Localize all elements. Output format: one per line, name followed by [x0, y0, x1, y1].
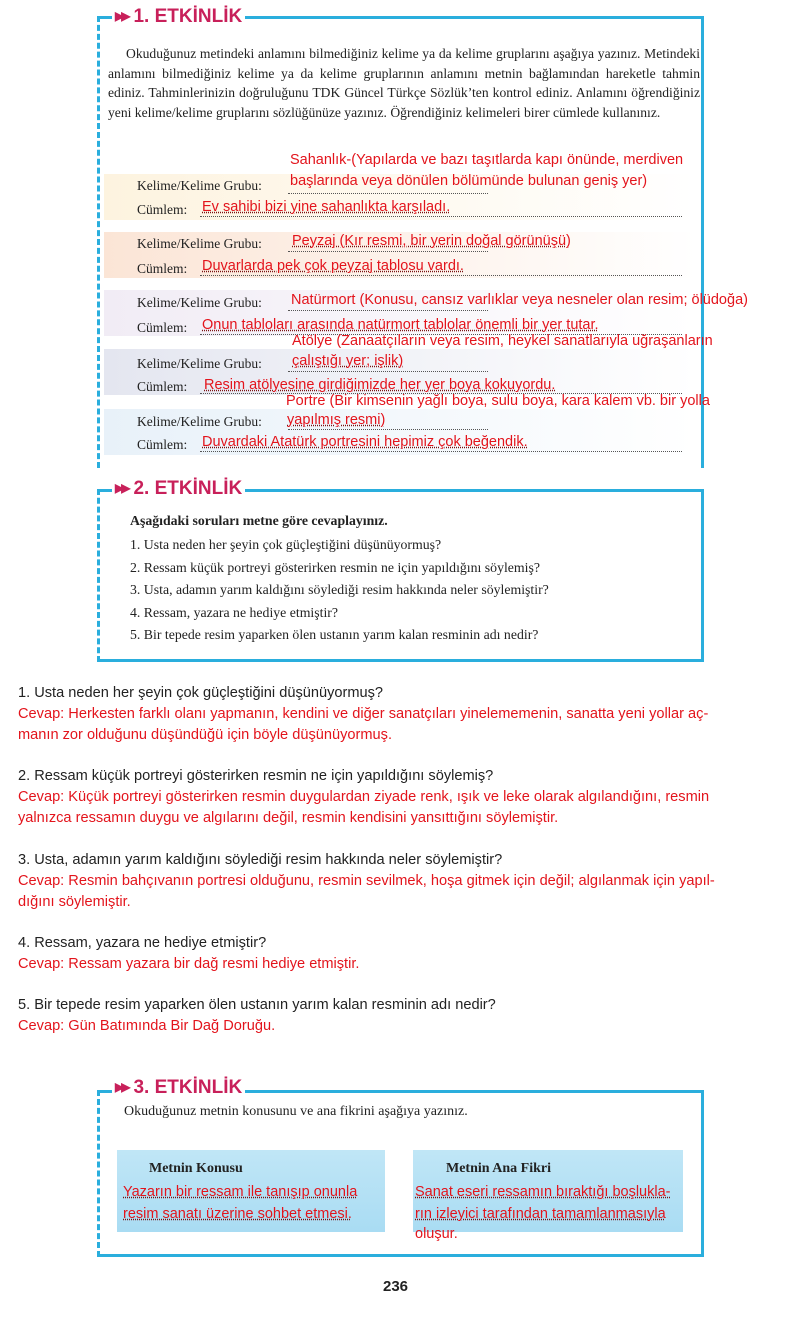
word-answer: Sahanlık-(Yapılarda ve bazı taşıtlarda kapı önünde, merdiven [290, 152, 684, 168]
word-answer: çalıştığı yer; işlik) [292, 353, 404, 369]
activity3-dashed-border [97, 1090, 100, 1257]
answer-text: Cevap: Gün Batımında Bir Dağ Doruğu. [18, 1018, 276, 1034]
word-line [288, 193, 488, 194]
word-line [288, 429, 488, 430]
sentence-answer: Duvardaki Atatürk portresini hepimiz çok beğendik. [202, 434, 528, 450]
double-chevron-right-icon: ▶▶ [115, 9, 128, 23]
question-text: 2. Ressam küçük portreyi gösterirken resmin ne için yapıldığını söylemiş? [18, 768, 494, 784]
sentence-label: Cümlem: [137, 320, 188, 335]
sentence-answer: Onun tabloları arasında natürmort tablolar önemli bir yer tutar. [202, 317, 599, 333]
answer-block-1 [18, 683, 778, 746]
sentence-label: Cümlem: [137, 202, 188, 217]
double-chevron-right-icon: ▶▶ [115, 1080, 128, 1094]
sentence-label: Cümlem: [137, 437, 188, 452]
page-number: 236 [383, 1278, 409, 1295]
answer-text: Cevap: Resmin bahçıvanın portresi olduğunu, resmin sevilmek, hoşa gitmek için değil; algılanmak için yapıl- [18, 873, 715, 889]
answer-text: dığını söylemiştir. [18, 894, 131, 910]
word-label: Kelime/Kelime Grubu: [137, 236, 262, 251]
activity1-title-text: 1. ETKİNLİK [133, 6, 243, 27]
topic-answer: resim sanatı üzerine sohbet etmesi. [123, 1206, 352, 1222]
answer-block-2 [18, 766, 778, 829]
activity2-title-text: 2. ETKİNLİK [133, 478, 243, 499]
main-idea-label: Metnin Ana Fikri [446, 1161, 552, 1176]
main-idea-answer: Sanat eseri ressamın bıraktığı boşlukla- [415, 1184, 671, 1200]
answer-block-3 [18, 850, 778, 913]
answer-block-4 [18, 933, 778, 975]
word-answer: Atölye (Zanaatçıların veya resim, heykel sanatlarıyla uğraşanların [292, 333, 713, 349]
activity3-title [112, 1077, 245, 1099]
activity1-instructions: Okuduğunuz metindeki anlamını bilmediğiniz kelime ya da kelime gruplarını aşağıya yazınız. Metindeki anlamını bilmediğiniz kelime ya da kelime gruplarının anlamını metnin bağlamından hareketle tahmin ediniz. Tahminlerinizin doğruluğunu TDK Güncel Türkçe Sözlük’ten kontrol ediniz. Anlamını öğrendiğiniz yeni kelime/kelime gruplarını sözlüğünüze yazınız. Öğrendiğiniz kelimeleri birer cümlede kullanınız. [108, 46, 700, 120]
word-line [288, 251, 488, 252]
sentence-line [200, 216, 682, 217]
activity3-title-text: 3. ETKİNLİK [133, 1077, 243, 1098]
word-answer: başlarında veya dönülen bölümünde bulunan geniş yer) [290, 173, 648, 189]
word-label: Kelime/Kelime Grubu: [137, 356, 262, 371]
word-label: Kelime/Kelime Grubu: [137, 414, 262, 429]
word-line [288, 310, 488, 311]
answer-text: Cevap: Küçük portreyi gösterirken resmin duygulardan ziyade renk, ışık ve leke olarak algılandığını, resmin [18, 789, 710, 805]
answer-text: Cevap: Ressam yazara bir dağ resmi hediye etmiştir. [18, 956, 360, 972]
sentence-answer: Resim atölyesine girdiğimizde her yer boya kokuyordu. [204, 377, 556, 393]
answer-block-5 [18, 995, 778, 1037]
sentence-label: Cümlem: [137, 261, 188, 276]
word-answer: Portre (Bir kimsenin yağlı boya, sulu boya, kara kalem vb. bir yolla [286, 393, 710, 409]
activity2-dashed-bottom [97, 659, 187, 662]
word-label: Kelime/Kelime Grubu: [137, 178, 262, 193]
word-answer: Natürmort (Konusu, cansız varlıklar veya nesneler olan resim; ölüdoğa) [291, 292, 748, 308]
answer-text: Cevap: Herkesten farklı olanı yapmanın, kendini ve diğer sanatçıları yinelememenin, sanatta yeni yollar aç- [18, 706, 709, 722]
activity2-title [112, 478, 245, 500]
question: 5. Bir tepede resim yaparken ölen ustanın yarım kalan resminin adı nedir? [130, 627, 539, 642]
question-text: 3. Usta, adamın yarım kaldığını söylediği resim hakkında neler söylemiştir? [18, 852, 503, 868]
word-answer: Peyzaj (Kır resmi, bir yerin doğal görünüşü) [292, 233, 571, 249]
activity1-dashed-border [97, 16, 100, 468]
question: 2. Ressam küçük portreyi gösterirken resmin ne için yapıldığını söylemiş? [130, 560, 540, 575]
question-text: 5. Bir tepede resim yaparken ölen ustanın yarım kalan resminin adı nedir? [18, 997, 496, 1013]
activity3-instruction: Okuduğunuz metnin konusunu ve ana fikrini aşağıya yazınız. [124, 1104, 468, 1119]
activity1-title [112, 6, 245, 28]
main-idea-answer: oluşur. [415, 1226, 458, 1242]
sentence-line [200, 451, 682, 452]
question: 1. Usta neden her şeyin çok güçleştiğini düşünüyormuş? [130, 537, 442, 552]
main-idea-answer: rın izleyici tarafından tamamlanmasıyla [415, 1206, 666, 1222]
topic-answer: Yazarın bir ressam ile tanışıp onunla [123, 1184, 358, 1200]
double-chevron-right-icon: ▶▶ [115, 481, 128, 495]
answer-text: manın zor olduğunu düşündüğü için böyle düşünüyormuş. [18, 727, 393, 743]
activity2-heading: Aşağıdaki soruları metne göre cevaplayınız. [130, 513, 388, 528]
sentence-label: Cümlem: [137, 379, 188, 394]
question-text: 4. Ressam, yazara ne hediye etmiştir? [18, 935, 267, 951]
activity3-dashed-bottom [97, 1254, 167, 1257]
topic-label: Metnin Konusu [149, 1161, 243, 1176]
question-text: 1. Usta neden her şeyin çok güçleştiğini düşünüyormuş? [18, 685, 384, 701]
sentence-line [200, 275, 682, 276]
question: 4. Ressam, yazara ne hediye etmiştir? [130, 605, 339, 620]
answer-text: yalnızca ressamın duygu ve algılarını değil, resmin kendisini yansıttığını söylemiştir. [18, 810, 559, 826]
word-answer: yapılmış resmi) [287, 412, 386, 428]
word-line [288, 371, 488, 372]
word-label: Kelime/Kelime Grubu: [137, 295, 262, 310]
activity2-dashed-border [97, 489, 100, 662]
question: 3. Usta, adamın yarım kaldığını söylediği resim hakkında neler söylemiştir? [130, 582, 549, 597]
sentence-answer: Ev sahibi bizi yine sahanlıkta karşıladı. [202, 199, 451, 215]
sentence-answer: Duvarlarda pek çok peyzaj tablosu vardı. [202, 258, 464, 274]
